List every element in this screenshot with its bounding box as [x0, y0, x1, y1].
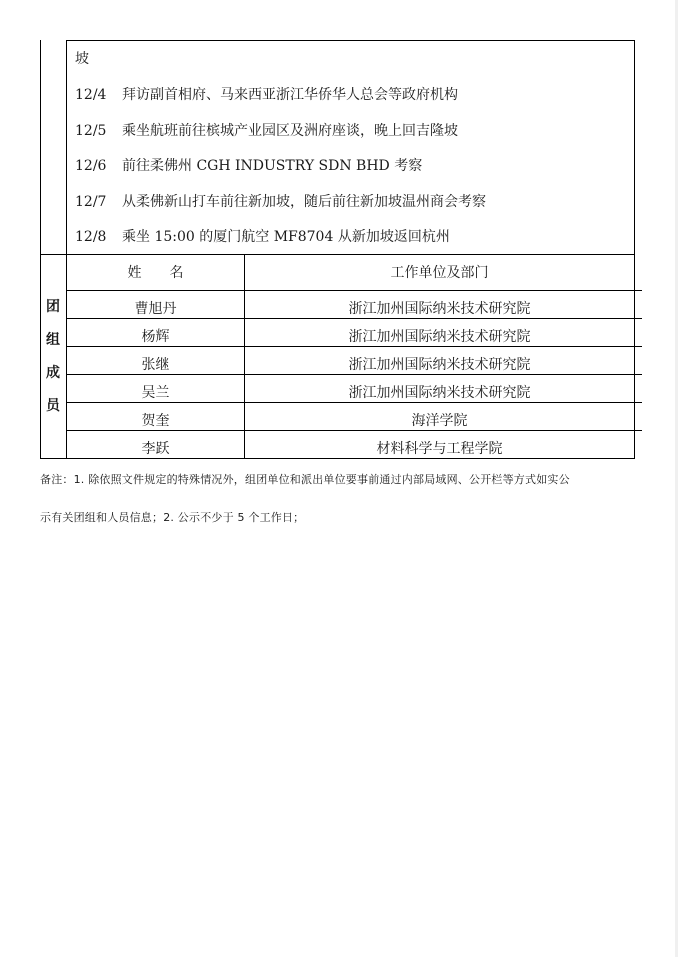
itinerary-entry: [75, 120, 458, 140]
member-unit: 浙江加州国际纳米技术研究院: [348, 329, 531, 345]
member-unit: 浙江加州国际纳米技术研究院: [348, 301, 531, 317]
itinerary-entry: [75, 155, 422, 175]
row-divider: [66, 318, 642, 319]
row-divider: [66, 402, 642, 403]
itinerary-entry: [75, 84, 458, 104]
row-divider: [66, 290, 642, 291]
row-divider: [66, 374, 642, 375]
itinerary-text: 拜访副首相府、马来西亚浙江华侨华人总会等政府机构: [122, 87, 458, 103]
side-label-char: 成: [46, 364, 60, 381]
member-name: 李跃: [141, 441, 170, 457]
itinerary-date: 12/7: [75, 194, 107, 210]
member-name: 贺奎: [141, 413, 170, 429]
member-unit: 浙江加州国际纳米技术研究院: [348, 385, 531, 401]
member-name: 曹旭丹: [134, 301, 177, 317]
table-border: [40, 254, 635, 255]
table-border: [40, 458, 635, 459]
header-unit: 工作单位及部门: [390, 265, 489, 281]
table-border: [634, 40, 635, 255]
itinerary-continuation: 坡: [75, 51, 89, 67]
table-border: [66, 40, 67, 255]
itinerary-date: 12/5: [75, 123, 107, 139]
member-name: 吴兰: [141, 385, 170, 401]
member-unit: 海洋学院: [411, 413, 468, 429]
itinerary-text: 乘坐 15:00 的厦门航空 MF8704 从新加坡返回杭州: [122, 229, 450, 245]
itinerary-entry: [75, 226, 450, 246]
side-label-char: 团: [46, 298, 60, 315]
table-border: [40, 40, 41, 255]
row-divider: [66, 430, 642, 431]
itinerary-date: 12/6: [75, 158, 107, 174]
side-label-char: 组: [46, 331, 60, 348]
itinerary-date: 12/4: [75, 87, 107, 103]
itinerary-entry: [75, 191, 486, 211]
member-name: 张继: [141, 357, 170, 373]
member-name: 杨辉: [141, 329, 170, 345]
header-name: 姓 名: [127, 265, 184, 281]
members-side-label: [40, 254, 66, 459]
itinerary-text: 前往柔佛州 CGH INDUSTRY SDN BHD 考察: [122, 158, 423, 174]
table-border: [634, 254, 635, 459]
note-line: 备注：1. 除依照文件规定的特殊情况外，组团单位和派出单位要事前通过内部局域网、公开栏等方式如实公: [40, 473, 570, 486]
note-line: 示有关团组和人员信息；2. 公示不少于 5 个工作日；: [40, 511, 305, 524]
member-unit: 浙江加州国际纳米技术研究院: [348, 357, 531, 373]
itinerary-date: 12/8: [75, 229, 107, 245]
row-divider: [66, 346, 642, 347]
table-border: [66, 40, 635, 41]
itinerary-text: 从柔佛新山打车前往新加坡，随后前往新加坡温州商会考察: [122, 194, 486, 210]
itinerary-text: 乘坐航班前往槟城产业园区及洲府座谈，晚上回吉隆坡: [122, 123, 458, 139]
side-label-char: 员: [46, 397, 60, 414]
member-unit: 材料科学与工程学院: [376, 441, 503, 457]
